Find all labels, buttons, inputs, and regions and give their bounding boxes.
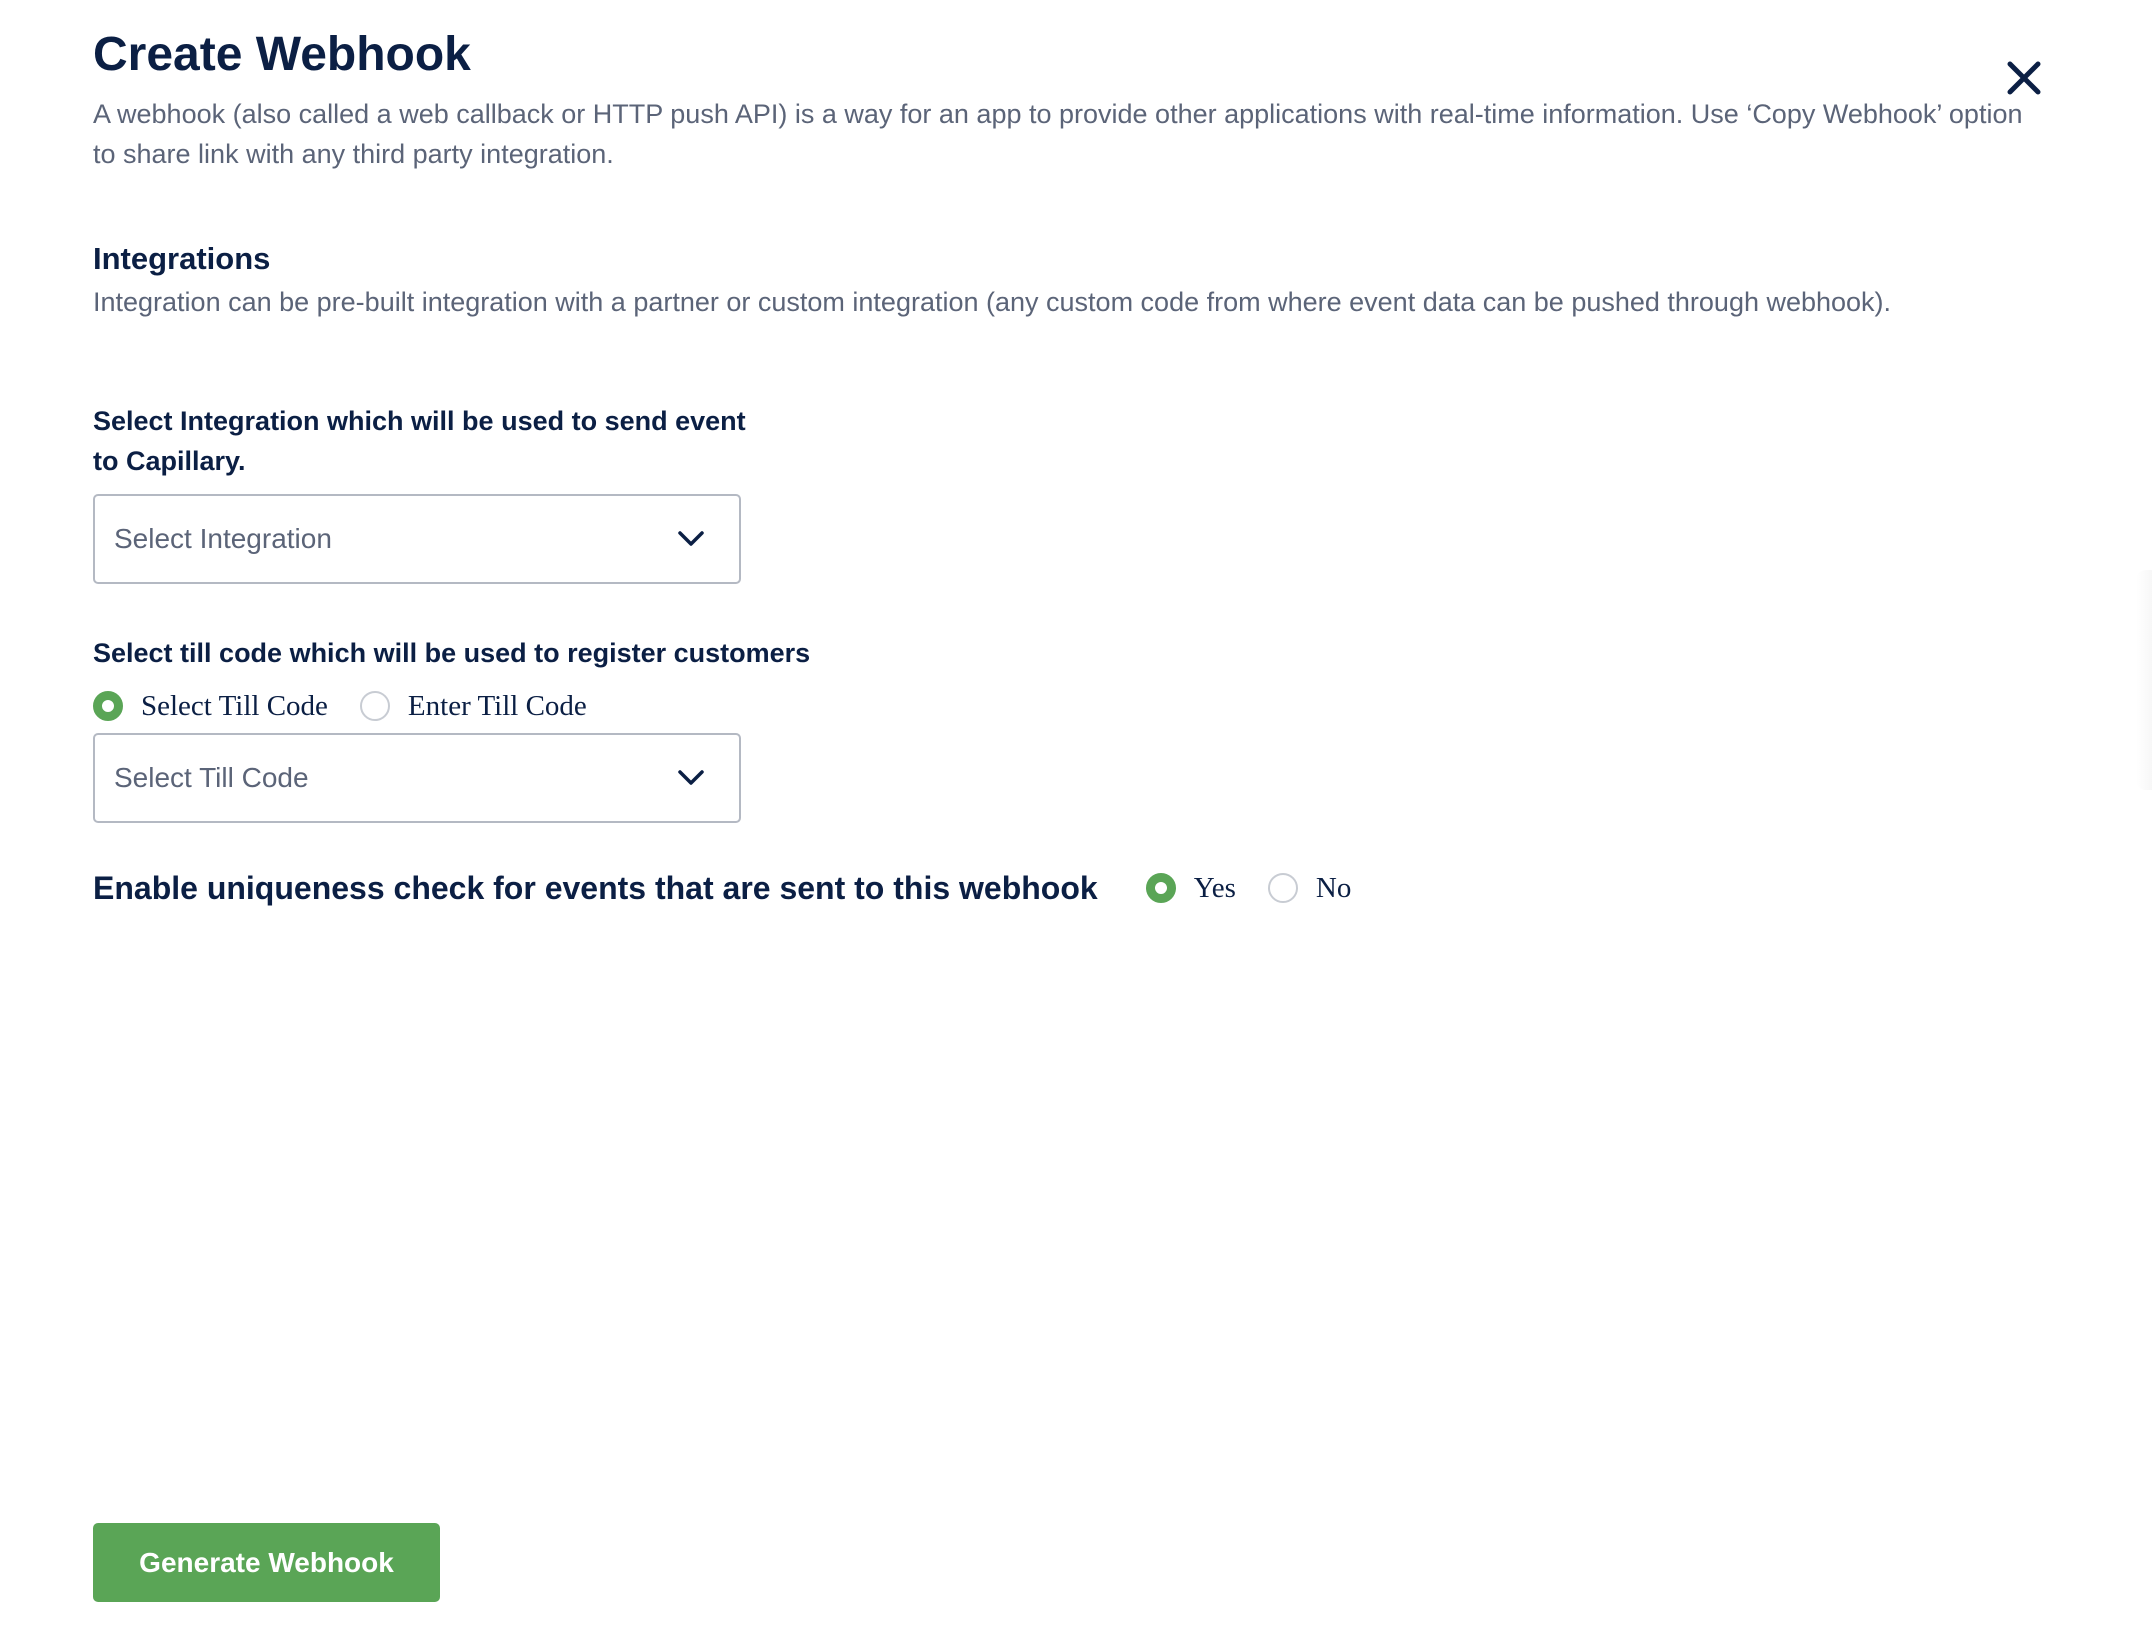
radio-selected[interactable] bbox=[93, 691, 123, 721]
radio-unselected[interactable] bbox=[1268, 873, 1298, 903]
radio-label: Select Till Code bbox=[141, 689, 328, 722]
integration-select[interactable] bbox=[93, 494, 741, 584]
radio-option-select-till-code[interactable] bbox=[93, 690, 328, 723]
radio-label: Enter Till Code bbox=[407, 689, 587, 722]
radio-option-yes[interactable] bbox=[1146, 872, 1236, 905]
close-icon bbox=[2004, 58, 2044, 98]
radio-unselected[interactable] bbox=[360, 691, 390, 721]
dialog-description: A webhook (also called a web callback or HTTP push API) is a way for an app to provide other applications with real-time information. Use ‘Copy Webhook’ option to share link with any third party integration. bbox=[93, 99, 2023, 169]
page-title: Create Webhook bbox=[93, 28, 471, 81]
radio-selected[interactable] bbox=[1146, 873, 1176, 903]
radio-option-enter-till-code[interactable] bbox=[360, 690, 587, 723]
radio-label: No bbox=[1315, 871, 1352, 904]
till-code-select-placeholder: Select Till Code bbox=[114, 762, 309, 793]
close-button[interactable] bbox=[2004, 58, 2044, 98]
generate-webhook-button[interactable]: Generate Webhook bbox=[93, 1523, 440, 1602]
radio-label: Yes bbox=[1193, 871, 1236, 904]
till-code-radio-group bbox=[93, 686, 587, 726]
till-code-label: Select till code which will be used to register customers bbox=[93, 638, 811, 668]
uniqueness-check-label: Enable uniqueness check for events that are sent to this webhook bbox=[93, 869, 1098, 906]
uniqueness-radio-group bbox=[1146, 872, 1352, 905]
chevron-down-icon bbox=[677, 530, 705, 548]
uniqueness-check-row bbox=[93, 866, 1351, 910]
chevron-down-icon bbox=[677, 769, 705, 787]
integrations-description: Integration can be pre-built integration with a partner or custom integration (any custom code from where event data can be pushed through webhook). bbox=[93, 287, 1892, 317]
till-code-select[interactable] bbox=[93, 733, 741, 823]
integrations-heading: Integrations bbox=[93, 241, 271, 276]
scroll-edge-shadow bbox=[2136, 570, 2152, 790]
integration-select-label: Select Integration which will be used to send event to Capillary. bbox=[93, 406, 746, 476]
radio-option-no[interactable] bbox=[1268, 872, 1351, 905]
integration-select-placeholder: Select Integration bbox=[114, 523, 332, 554]
